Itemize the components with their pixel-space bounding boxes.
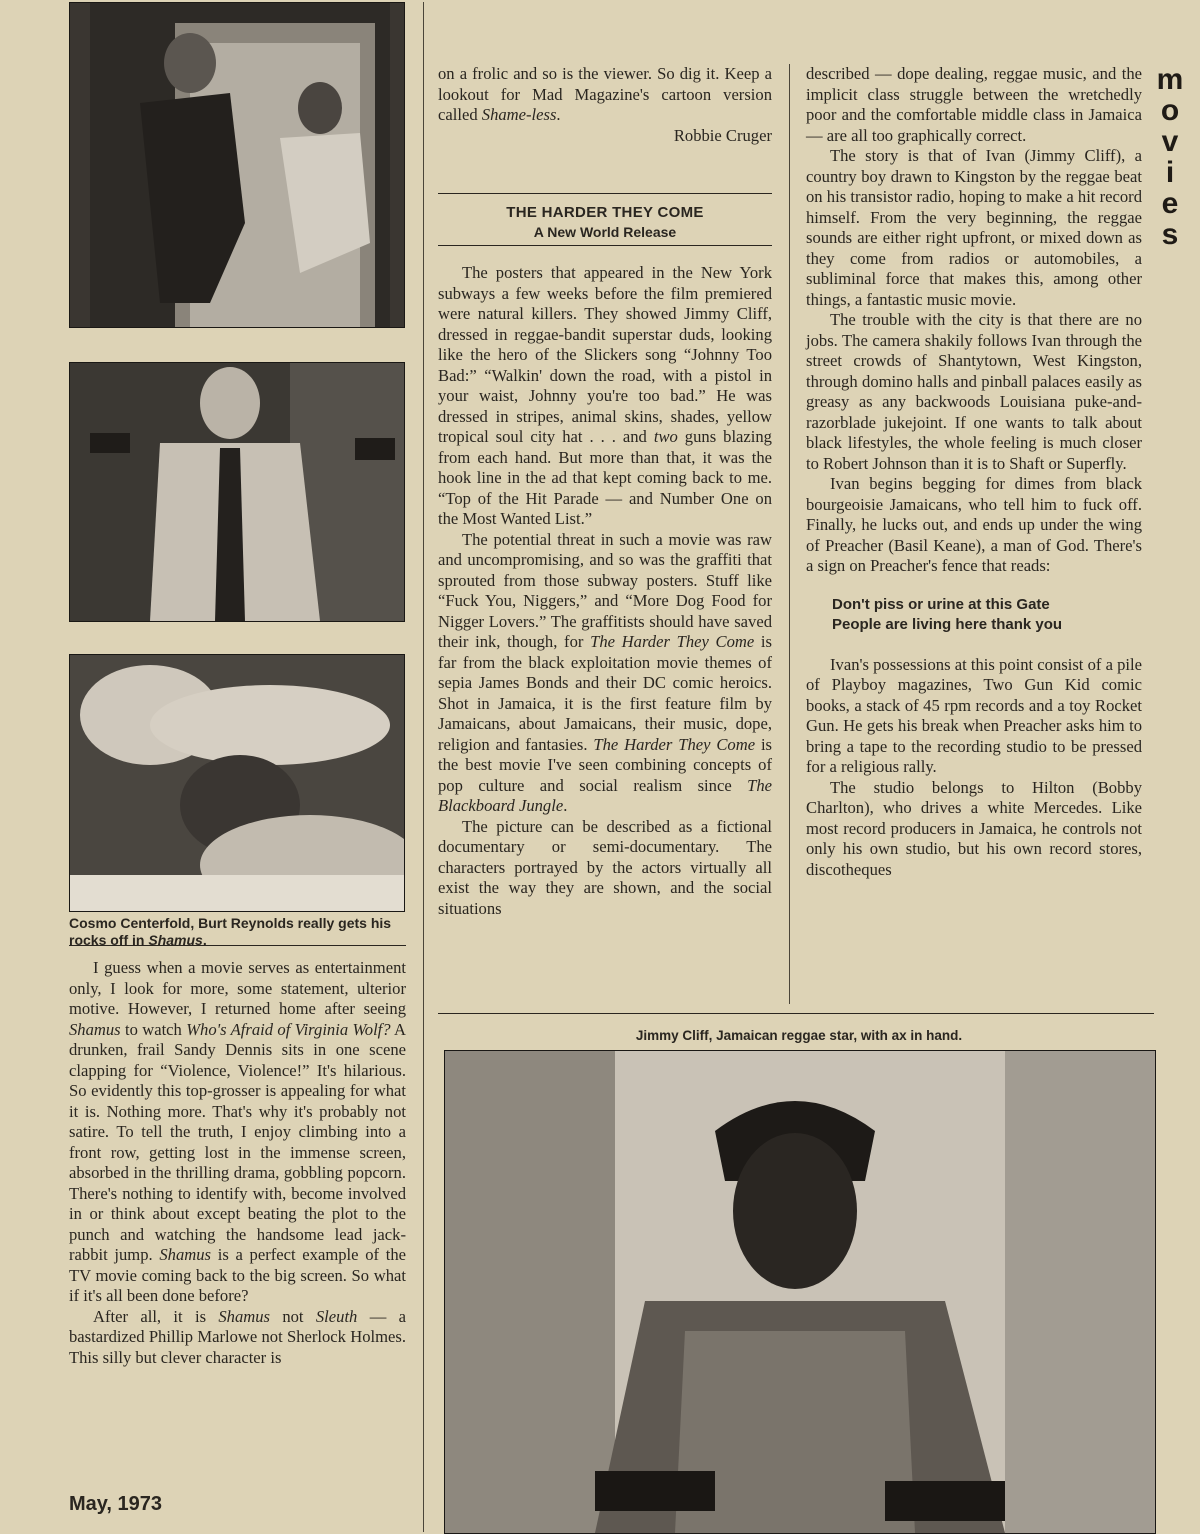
- paragraph: described — dope dealing, reggae music, and the implicit class struggle between the wretchedly poor and the comfortable middle class in Jamaica — are all too graphically correct.: [806, 64, 1142, 145]
- photo-caption-jimmy-cliff: Jimmy Cliff, Jamaican reggae star, with ax in hand.: [635, 1028, 963, 1043]
- divider-rule: [438, 1013, 1154, 1014]
- paragraph: The picture can be described as a fictional documentary or semi-documentary. The characters portrayed by the actors virtually all exist the way they are shown, and the social situations: [438, 816, 772, 918]
- paragraph: on a frolic and so is the viewer. So dig it. Keep a lookout for Mad Magazine's cartoon version called Shame-less.: [438, 64, 772, 124]
- author-byline: Robbie Cruger: [673, 125, 772, 145]
- issue-date: May, 1973: [69, 1493, 163, 1515]
- paragraph: Ivan begins begging for dimes from black bourgeoisie Jamaicans, who tell him to fuck off. Finally, he lucks out, and ends up under the wing of Preacher (Basil Keane), a man of God. There's a sign on Preacher's fence that reads:: [806, 474, 1142, 575]
- review-column-3: [806, 64, 1142, 880]
- divider-rule: [438, 193, 772, 194]
- review-subtitle: A New World Release: [533, 224, 677, 240]
- section-tag-letter: i: [1165, 156, 1175, 189]
- divider-rule: [438, 245, 772, 246]
- paragraph: The trouble with the city is that there are no jobs. The camera shakily follows Ivan through the street crowds of Shantytown, West Kingston, through domino halls and pinball palaces easily as greasy as any backwoods Louisiana puke-and-razorblade jukejoint. If one wants to talk about black lifestyles, the whole feeling is much closer to Robert Johnson than it is to Shaft or Superfly.: [806, 310, 1142, 473]
- paragraph: After all, it is Shamus not Sleuth — a bastardized Phillip Marlowe not Sherlock Holmes. This silly but clever character is: [69, 1306, 406, 1367]
- photo-shamus-bed: [69, 654, 405, 912]
- column-divider: [423, 2, 424, 1532]
- column-divider: [789, 64, 790, 1004]
- paragraph: Ivan's possessions at this point consist of a pile of Playboy magazines, Two Gun Kid comic books, a stack of 45 rpm records and a toy Rocket Gun. He gets his break when Preacher asks him to bring a tape to the recording studio to be pressed for a religious rally.: [806, 654, 1142, 776]
- photo-caption: Cosmo Centerfold, Burt Reynolds really gets his rocks off in Shamus.: [69, 915, 392, 948]
- review-title: THE HARDER THEY COME: [506, 204, 704, 221]
- paragraph: The story is that of Ivan (Jimmy Cliff), a country boy drawn to Kingston by the reggae beat on his transistor radio, hoping to make a hit record himself. From the very beginning, the reggae sounds are either right upfront, or mixed down as they come from radios or automobiles, a subliminal force that makes this, among other things, a fantastic music movie.: [806, 146, 1142, 309]
- section-tag-letter: e: [1161, 187, 1179, 220]
- article-column-2: [438, 64, 772, 146]
- paragraph: I guess when a movie serves as entertainment only, I look for more, some statement, ulterior motive. However, I returned home after seeing Shamus to watch Who's Afraid of Virginia Wolf? A drunken, frail Sandy Dennis sits in one scene clapping for “Violence, Violence!” It's hilarious. So evidently this top-grosser is appealing for what it is. Nothing more. That's why it's probably not satire. To tell the truth, I enjoy climbing into a front row, getting lost in the immense screen, absorbed in the thrilling drama, gobbling popcorn. There's nothing to identify with, become involved in or think about except beating the plot to the punch and watching the handsome lead jack-rabbit jump. Shamus is a perfect example of the TV movie coming back to the big screen. So what if it's all been done before?: [69, 958, 407, 1305]
- photo-shamus-doorway: [69, 2, 405, 328]
- section-tag-letter: v: [1161, 125, 1179, 158]
- paragraph: The potential threat in such a movie was raw and uncompromising, and so was the graffiti that sprouted from those subway posters. Stuff like “Fuck You, Niggers,” and “More Dog Food for Nigger Lovers.” The graffitists should have saved their ink, though, for The Harder They Come is far from the black exploitation movie themes of sepia James Bonds and their DC comic heroics. Shot in Jamaica, it is the first feature film by Jamaicans, about Jamaicans, their music, dope, religion and fantasies. The Harder They Come is the best movie I've seen combining concepts of pop culture and social realism since The Blackboard Jungle.: [438, 529, 773, 815]
- section-tag-letter: s: [1161, 218, 1179, 251]
- section-tag-letter: o: [1160, 94, 1180, 127]
- photo-jimmy-cliff: [444, 1050, 1156, 1534]
- divider-rule: [69, 945, 406, 946]
- section-tag: [1150, 64, 1190, 250]
- review-header: [438, 203, 772, 241]
- paragraph: The posters that appeared in the New York subways a few weeks before the film premiered were natural killers. They showed Jimmy Cliff, dressed in reggae-bandit superstar duds, looking like the hero of the Slickers song “Johnny Too Bad:” “Walkin' down the road, with a pistol in your waist, Johnny you're too bad.” He was dressed in stripes, animal skins, shades, yellow tropical soul city hat . . . and two guns blazing from each hand. But more than that, it was the hook line in the ad that kept coming back to me. “Top of the Hit Parade — and Number One on the Most Wanted List.”: [438, 263, 772, 528]
- section-tag-letter: m: [1156, 63, 1184, 96]
- article-column-1: [69, 958, 406, 1368]
- fence-sign-quote: Don't piss or urine at this Gate People are living here thank you: [832, 595, 1063, 633]
- paragraph: The studio belongs to Hilton (Bobby Charlton), who drives a white Mercedes. Like most record producers in Jamaica, he controls not only his own studio, but his own record stores, discotheques: [806, 777, 1142, 879]
- photo-shamus-guns: [69, 362, 405, 622]
- review-column-2: [438, 263, 772, 919]
